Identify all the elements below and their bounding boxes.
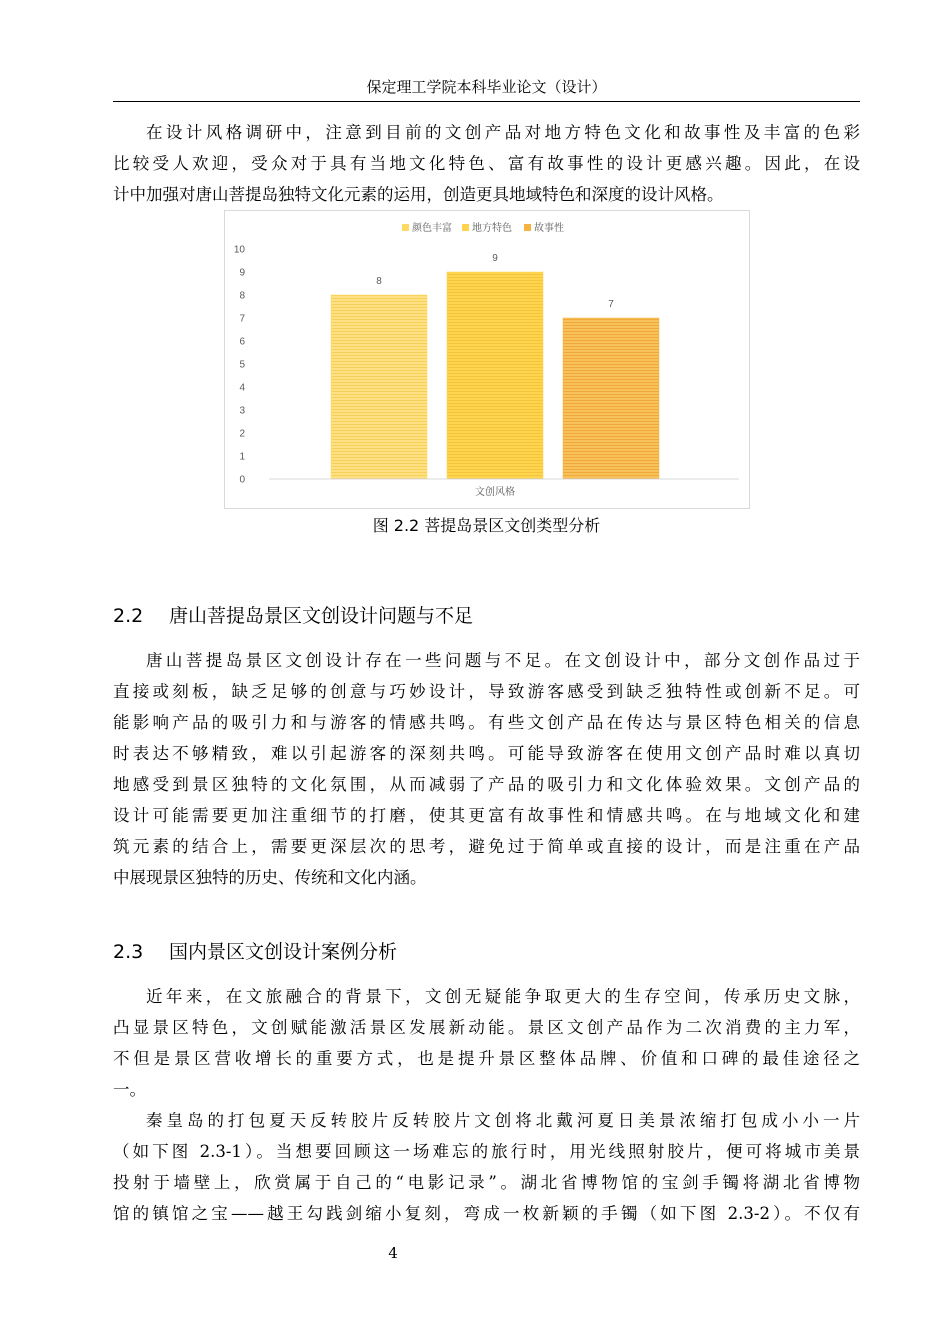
text-line: 一。 bbox=[113, 1080, 146, 1099]
text-line: 中展现景区独特的历史、传统和文化内涵。 bbox=[113, 868, 427, 887]
y-tick-label: 0 bbox=[239, 474, 245, 486]
text-line: 设计可能需要更加注重细节的打磨，使其更富有故事性和情感共鸣。在与地域文化和建 bbox=[113, 806, 860, 825]
legend-swatch bbox=[402, 224, 409, 231]
text-line: 计中加强对唐山菩提岛独特文化元素的运用，创造更具地域特色和深度的设计风格。 bbox=[113, 185, 724, 204]
y-tick-label: 2 bbox=[239, 428, 245, 440]
intro-paragraph bbox=[113, 117, 860, 210]
section-title: 国内景区文创设计案例分析 bbox=[169, 941, 398, 963]
figure-caption: 图 2.2 菩提岛景区文创类型分析 bbox=[372, 516, 601, 535]
page-number: 4 bbox=[388, 1244, 398, 1262]
chart-legend bbox=[402, 221, 564, 234]
text-line: 在设计风格调研中，注意到目前的文创产品对地方特色文化和故事性及丰富的色彩 bbox=[146, 123, 860, 142]
section-2-3-paragraph-1 bbox=[113, 981, 860, 1105]
legend-label: 地方特色 bbox=[472, 223, 512, 234]
data-label: 8 bbox=[376, 276, 382, 287]
section-heading-2-3 bbox=[113, 938, 397, 966]
y-tick-label: 4 bbox=[239, 382, 245, 394]
text-line: 投射于墙壁上，欣赏属于自己的“电影记录”。湖北省博物馆的宝剑手镯将湖北省博物 bbox=[113, 1173, 860, 1192]
data-label: 9 bbox=[492, 253, 498, 264]
legend-label: 颜色丰富 bbox=[412, 223, 452, 234]
text-line: （如下图 2.3-1）。当想要回顾这一场难忘的旅行时，用光线照射胶片，便可将城市美景 bbox=[113, 1142, 860, 1161]
text-line: 筑元素的结合上，需要更深层次的思考，避免过于简单或直接的设计，而是注重在产品 bbox=[113, 837, 860, 856]
y-tick-label: 1 bbox=[239, 451, 245, 463]
section-heading-2-2 bbox=[113, 602, 473, 630]
text-line: 时表达不够精致，难以引起游客的深刻共鸣。可能导致游客在使用文创产品时难以真切 bbox=[113, 744, 860, 763]
running-header: 保定理工学院本科毕业论文（设计） bbox=[366, 78, 607, 96]
section-number: 2.3 bbox=[113, 941, 144, 963]
text-line: 凸显景区特色，文创赋能激活景区发展新动能。景区文创产品作为二次消费的主力军， bbox=[113, 1018, 860, 1037]
text-line: 地感受到景区独特的文化氛围，从而减弱了产品的吸引力和文化体验效果。文创产品的 bbox=[113, 775, 860, 794]
legend-swatch bbox=[462, 224, 469, 231]
y-tick-label: 6 bbox=[239, 336, 245, 348]
bar-地方特色 bbox=[447, 272, 543, 479]
text-line: 能影响产品的吸引力和与游客的情感共鸣。有些文创产品在传达与景区特色相关的信息 bbox=[113, 713, 860, 732]
bars bbox=[331, 253, 659, 479]
bar-chart bbox=[224, 210, 750, 509]
text-line: 近年来，在文旅融合的背景下，文创无疑能争取更大的生存空间，传承历史文脉， bbox=[146, 987, 860, 1006]
text-line: 秦皇岛的打包夏天反转胶片反转胶片文创将北戴河夏日美景浓缩打包成小小一片 bbox=[146, 1111, 860, 1130]
header-rule bbox=[113, 101, 860, 102]
section-2-2-paragraph bbox=[113, 645, 860, 893]
y-tick-label: 3 bbox=[239, 405, 245, 417]
legend-label: 故事性 bbox=[534, 223, 564, 234]
section-title: 唐山菩提岛景区文创设计问题与不足 bbox=[169, 605, 474, 627]
bar-chart-svg bbox=[225, 211, 749, 508]
text-line: 直接或刻板，缺乏足够的创意与巧妙设计，导致游客感受到缺乏独特性或创新不足。可 bbox=[113, 682, 860, 701]
text-line: 馆的镇馆之宝——越王勾践剑缩小复刻，弯成一枚新颖的手镯（如下图 2.3-2）。不仅有 bbox=[113, 1204, 860, 1223]
data-label: 7 bbox=[608, 299, 614, 310]
section-number: 2.2 bbox=[113, 605, 144, 627]
text-line: 唐山菩提岛景区文创设计存在一些问题与不足。在文创设计中，部分文创作品过于 bbox=[146, 651, 860, 670]
y-tick-label: 10 bbox=[233, 244, 245, 256]
y-tick-label: 5 bbox=[239, 359, 245, 371]
text-line: 不但是景区营收增长的重要方式，也是提升景区整体品牌、价值和口碑的最佳途径之 bbox=[113, 1049, 860, 1068]
bar-故事性 bbox=[563, 318, 659, 479]
x-axis-label: 文创风格 bbox=[475, 487, 515, 498]
text-line: 比较受人欢迎，受众对于具有当地文化特色、富有故事性的设计更感兴趣。因此，在设 bbox=[113, 154, 860, 173]
y-axis bbox=[234, 245, 246, 486]
section-2-3-paragraph-2 bbox=[113, 1105, 860, 1229]
bar-颜色丰富 bbox=[331, 295, 427, 479]
y-tick-label: 8 bbox=[239, 290, 245, 302]
y-tick-label: 7 bbox=[239, 313, 245, 325]
y-tick-label: 9 bbox=[239, 267, 245, 279]
legend-swatch bbox=[524, 224, 531, 231]
